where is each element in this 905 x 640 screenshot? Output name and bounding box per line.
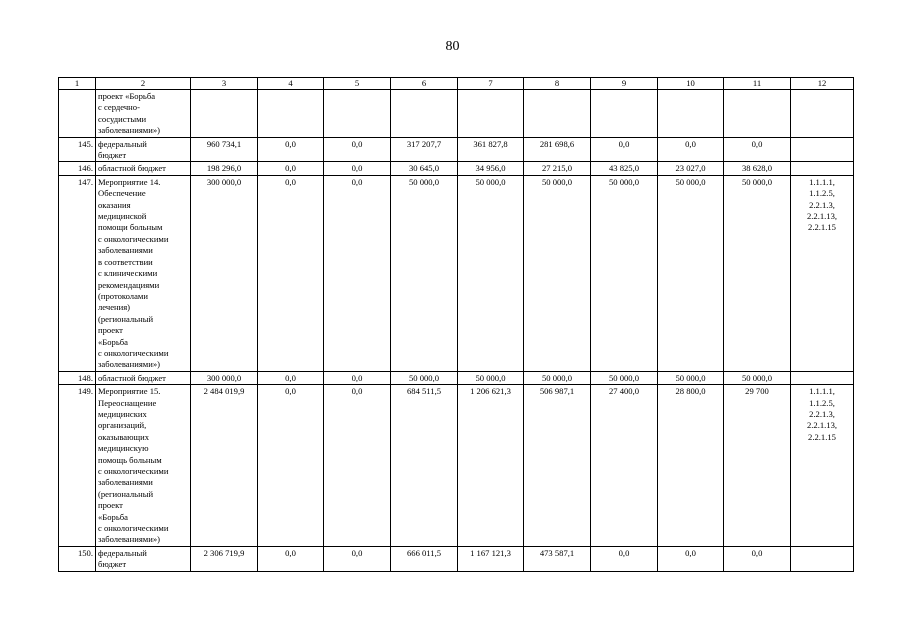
value-cell: 0,0	[658, 546, 724, 571]
table-row	[59, 137, 854, 162]
value-cell: 0,0	[324, 162, 391, 175]
table-row	[59, 175, 854, 371]
column-number: 9	[591, 78, 658, 90]
value-cell: 0,0	[258, 371, 324, 384]
value-cell: 50 000,0	[724, 175, 791, 371]
value-cell: 684 511,5	[391, 385, 458, 547]
value-cell: 666 011,5	[391, 546, 458, 571]
column-number-row	[59, 78, 854, 90]
row-name: проект «Борьба с сердечно- сосудистыми заболеваниями»)	[96, 90, 191, 138]
value-cell: 0,0	[591, 546, 658, 571]
row-number	[59, 90, 96, 138]
value-cell: 0,0	[258, 385, 324, 547]
value-cell: 0,0	[258, 162, 324, 175]
row-name: Мероприятие 15. Переоснащение медицинских организаций, оказывающих медицинскую помощь больным с онкологическими заболеваниями (региональный проект «Борьба с онкологическими заболеваниями»)	[96, 385, 191, 547]
row-name: областной бюджет	[96, 371, 191, 384]
table-row	[59, 546, 854, 571]
value-cell: 34 956,0	[458, 162, 524, 175]
value-cell: 29 700	[724, 385, 791, 547]
value-cell: 50 000,0	[458, 175, 524, 371]
value-cell: 28 800,0	[658, 385, 724, 547]
column-number: 4	[258, 78, 324, 90]
budget-table	[58, 77, 854, 572]
indicator-codes	[791, 162, 854, 175]
value-cell: 50 000,0	[524, 175, 591, 371]
value-cell: 50 000,0	[391, 371, 458, 384]
value-cell: 50 000,0	[524, 371, 591, 384]
value-cell: 0,0	[324, 385, 391, 547]
value-cell: 2 306 719,9	[191, 546, 258, 571]
value-cell	[258, 90, 324, 138]
column-number: 11	[724, 78, 791, 90]
indicator-codes: 1.1.1.1, 1.1.2.5, 2.2.1.3, 2.2.1.13, 2.2.1.15	[791, 385, 854, 547]
table-row	[59, 90, 854, 138]
value-cell: 0,0	[324, 371, 391, 384]
indicator-codes: 1.1.1.1, 1.1.2.5, 2.2.1.3, 2.2.1.13, 2.2.1.15	[791, 175, 854, 371]
value-cell: 30 645,0	[391, 162, 458, 175]
value-cell: 473 587,1	[524, 546, 591, 571]
value-cell: 300 000,0	[191, 371, 258, 384]
value-cell: 50 000,0	[591, 175, 658, 371]
value-cell: 0,0	[324, 175, 391, 371]
row-number: 149.	[59, 385, 96, 547]
value-cell	[524, 90, 591, 138]
value-cell: 198 296,0	[191, 162, 258, 175]
value-cell: 281 698,6	[524, 137, 591, 162]
value-cell: 1 206 621,3	[458, 385, 524, 547]
value-cell: 0,0	[724, 546, 791, 571]
column-number: 3	[191, 78, 258, 90]
value-cell: 0,0	[658, 137, 724, 162]
value-cell: 0,0	[324, 137, 391, 162]
value-cell: 50 000,0	[391, 175, 458, 371]
table-row	[59, 385, 854, 547]
value-cell: 2 484 019,9	[191, 385, 258, 547]
column-number: 12	[791, 78, 854, 90]
column-number: 10	[658, 78, 724, 90]
value-cell: 50 000,0	[658, 371, 724, 384]
page-number: 80	[445, 39, 460, 54]
value-cell: 0,0	[324, 546, 391, 571]
row-number: 148.	[59, 371, 96, 384]
column-number: 7	[458, 78, 524, 90]
column-number: 5	[324, 78, 391, 90]
value-cell	[458, 90, 524, 138]
value-cell: 0,0	[591, 137, 658, 162]
table-row	[59, 162, 854, 175]
row-name: Мероприятие 14. Обеспечение оказания медицинской помощи больным с онкологическими заболеваниями в соответствии с клиническими рекомендациями (протоколами лечения) (региональный проект «Борьба с онкологическими заболеваниями»)	[96, 175, 191, 371]
value-cell	[324, 90, 391, 138]
column-number: 2	[96, 78, 191, 90]
value-cell: 960 734,1	[191, 137, 258, 162]
value-cell: 50 000,0	[724, 371, 791, 384]
value-cell	[658, 90, 724, 138]
row-name: областной бюджет	[96, 162, 191, 175]
column-number: 8	[524, 78, 591, 90]
value-cell: 43 825,0	[591, 162, 658, 175]
value-cell: 0,0	[258, 175, 324, 371]
value-cell: 0,0	[258, 546, 324, 571]
value-cell	[591, 90, 658, 138]
value-cell: 27 215,0	[524, 162, 591, 175]
value-cell	[391, 90, 458, 138]
row-number: 147.	[59, 175, 96, 371]
value-cell: 50 000,0	[458, 371, 524, 384]
row-number: 150.	[59, 546, 96, 571]
row-name: федеральный бюджет	[96, 546, 191, 571]
value-cell: 27 400,0	[591, 385, 658, 547]
indicator-codes	[791, 371, 854, 384]
indicator-codes	[791, 137, 854, 162]
value-cell: 317 207,7	[391, 137, 458, 162]
table-row	[59, 371, 854, 384]
value-cell: 0,0	[258, 137, 324, 162]
value-cell	[191, 90, 258, 138]
value-cell: 38 628,0	[724, 162, 791, 175]
value-cell: 50 000,0	[591, 371, 658, 384]
value-cell: 300 000,0	[191, 175, 258, 371]
value-cell	[724, 90, 791, 138]
indicator-codes	[791, 90, 854, 138]
column-number: 1	[59, 78, 96, 90]
column-number: 6	[391, 78, 458, 90]
row-name: федеральный бюджет	[96, 137, 191, 162]
indicator-codes	[791, 546, 854, 571]
value-cell: 361 827,8	[458, 137, 524, 162]
row-number: 145.	[59, 137, 96, 162]
value-cell: 506 987,1	[524, 385, 591, 547]
value-cell: 23 027,0	[658, 162, 724, 175]
value-cell: 50 000,0	[658, 175, 724, 371]
value-cell: 0,0	[724, 137, 791, 162]
value-cell: 1 167 121,3	[458, 546, 524, 571]
row-number: 146.	[59, 162, 96, 175]
